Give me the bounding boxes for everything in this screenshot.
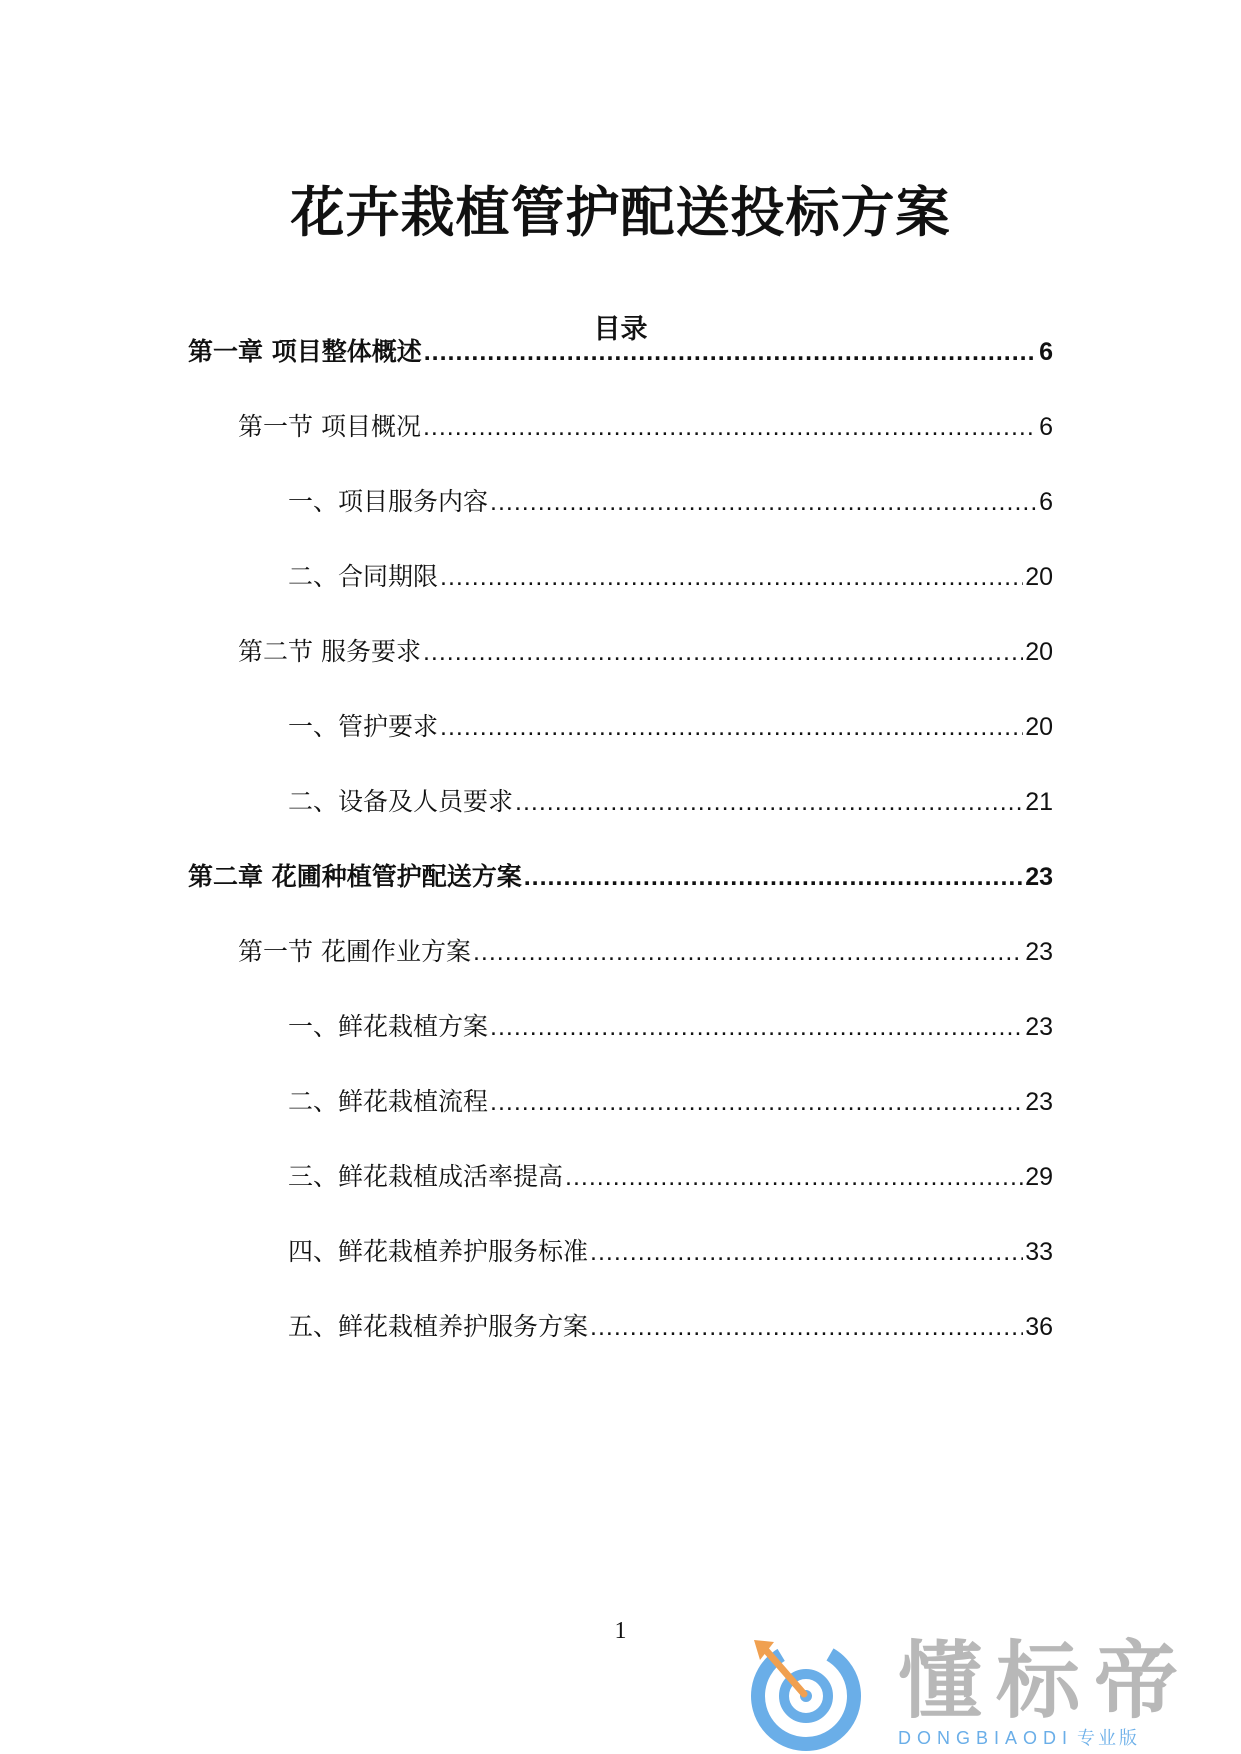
- watermark-subtitle-text: DONGBIAODI: [898, 1728, 1074, 1748]
- toc-entry-label: 二、合同期限: [288, 562, 439, 591]
- toc-entry-page: 33: [1025, 1238, 1053, 1266]
- document-title: 花卉栽植管护配送投标方案: [290, 181, 951, 244]
- dot-leader: [524, 857, 1023, 897]
- toc-entry[interactable]: [288, 1307, 1053, 1347]
- toc-entry-label: 三、鲜花栽植成活率提高: [288, 1162, 564, 1191]
- dot-leader: [590, 1307, 1023, 1347]
- toc-entry-page: 21: [1025, 788, 1053, 816]
- toc-entry-page: 20: [1025, 713, 1053, 741]
- dot-leader: [423, 632, 1023, 672]
- toc-entry-label: 四、鲜花栽植养护服务标准: [288, 1237, 589, 1266]
- dot-leader: [490, 1082, 1023, 1122]
- dot-leader: [473, 932, 1023, 972]
- toc-entry-page: 23: [1025, 1013, 1053, 1041]
- toc-heading: 目录: [593, 314, 648, 345]
- dot-leader: [590, 1232, 1023, 1272]
- toc-entry[interactable]: [238, 932, 1053, 972]
- toc-entry[interactable]: [238, 407, 1053, 447]
- toc-entry[interactable]: [288, 782, 1053, 822]
- watermark-edition: 专业版: [1077, 1728, 1141, 1748]
- toc-entry-page: 29: [1025, 1163, 1053, 1191]
- dot-leader: [423, 407, 1037, 447]
- toc-entry-page: 20: [1025, 638, 1053, 666]
- toc-entry-page: 23: [1025, 938, 1053, 966]
- dot-leader: [515, 782, 1023, 822]
- toc-entry-label: 第一节 花圃作业方案: [238, 937, 471, 966]
- toc-entry[interactable]: [288, 707, 1053, 747]
- toc-entry[interactable]: [188, 857, 1053, 897]
- toc-entry[interactable]: [188, 332, 1053, 372]
- toc-entry-label: 一、管护要求: [288, 712, 439, 741]
- toc-entry[interactable]: [288, 482, 1053, 522]
- dot-leader: [490, 482, 1037, 522]
- watermark-brand: 懂标帝: [898, 1632, 1193, 1730]
- toc-entry-page: 6: [1039, 413, 1053, 441]
- toc-entry-page: 6: [1039, 338, 1053, 366]
- toc-entry-label: 二、设备及人员要求: [288, 787, 514, 816]
- toc-entry-label: 第二章 花圃种植管护配送方案: [188, 862, 522, 891]
- watermark: [748, 1632, 1218, 1754]
- dot-leader: [440, 707, 1023, 747]
- dot-leader: [490, 1007, 1023, 1047]
- page-number: 1: [614, 1618, 627, 1644]
- toc-entry-label: 二、鲜花栽植流程: [288, 1087, 489, 1116]
- target-logo-icon: [748, 1632, 868, 1752]
- toc-entry[interactable]: [288, 1157, 1053, 1197]
- toc-entry[interactable]: [288, 557, 1053, 597]
- dot-leader: [424, 332, 1037, 372]
- toc-entry-page: 36: [1025, 1313, 1053, 1341]
- toc-entry[interactable]: [288, 1232, 1053, 1272]
- dot-leader: [440, 557, 1023, 597]
- toc-entry-label: 第一节 项目概况: [238, 412, 421, 441]
- toc-entry-page: 20: [1025, 563, 1053, 591]
- toc-entry[interactable]: [238, 632, 1053, 672]
- toc-entry-label: 一、项目服务内容: [288, 487, 489, 516]
- dot-leader: [565, 1157, 1023, 1197]
- toc-entry-label: 一、鲜花栽植方案: [288, 1012, 489, 1041]
- toc-entry-page: 23: [1025, 1088, 1053, 1116]
- toc-entry-label: 五、鲜花栽植养护服务方案: [288, 1312, 589, 1341]
- toc-entry[interactable]: [288, 1007, 1053, 1047]
- toc-entry-label: 第一章 项目整体概述: [188, 337, 422, 366]
- toc-entry-page: 6: [1039, 488, 1053, 516]
- toc-entry[interactable]: [288, 1082, 1053, 1122]
- toc-entry-label: 第二节 服务要求: [238, 637, 421, 666]
- toc-entry-page: 23: [1025, 863, 1053, 891]
- watermark-subtitle: [898, 1726, 1140, 1750]
